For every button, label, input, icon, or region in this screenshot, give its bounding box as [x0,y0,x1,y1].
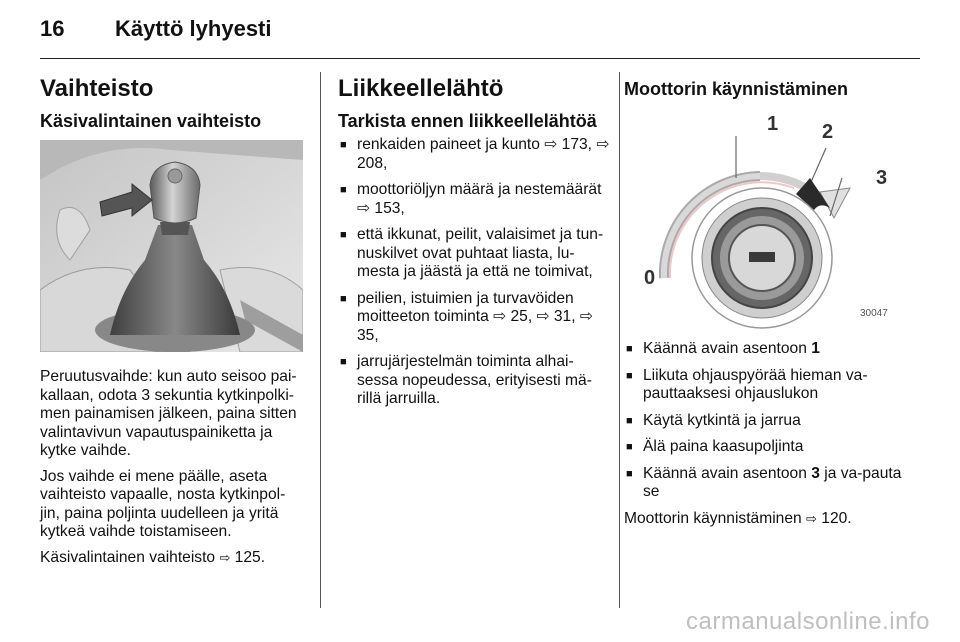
gear-engage-paragraph: Jos vaihde ei mene päälle, aseta vaihteisto vapaalle, nosta kytkinpol-jin, paina poljinta uudelleen ja yritä kytkeä vaihde toistamiseen. [40,467,286,540]
engine-start-ref: Moottorin käynnistäminen ⇨ 120. [624,509,852,527]
list-item: ■ Älä paina kaasupoljinta [626,438,804,455]
page-title: Käyttö lyhyesti [115,16,272,41]
figure-code: 30047 [860,308,888,319]
column-divider-2 [619,72,620,608]
ignition-label-2: 2 [822,121,834,143]
page-ref-arrow-icon: ⇨ [806,511,817,527]
list-item: ■ että ikkunat, peilit, valaisimet ja tun-nuskilvet ovat puhtaat liasta, lu-mesta ja jäästä ja että ne toimivat, [340,226,604,280]
ignition-label-1: 1 [767,113,779,135]
list-item: ■ moottoriöljyn määrä ja nestemäärät ⇨ 153, [340,181,602,217]
list-item: ■ Käytä kytkintä ja jarrua [626,411,801,429]
check-list [338,136,610,409]
page-ref-arrow-icon: ⇨ [219,550,231,566]
header-rule [40,58,920,59]
ignition-label-0: 0 [644,267,656,289]
ignition-switch-illustration [624,108,902,330]
column-engine-start [624,74,910,536]
column-divider-1 [320,72,321,608]
section-heading-driving-off: Liikkeellelähtö [338,75,504,102]
subheading-checks: Tarkista ennen liikkeellelähtöä [338,111,597,131]
column-driving-off [338,74,610,417]
page-number: 16 [40,16,65,41]
page-header [40,14,920,58]
manual-transmission-ref: Käsivalintainen vaihteisto ⇨ 125. [40,548,266,566]
list-item: ■ Käännä avain asentoon 3 ja va-pauta se [626,464,902,500]
list-item: ■ peilien, istuimien ja turvavöiden moitteeton toiminta ⇨ 25, ⇨ 31, ⇨ 35, [340,289,593,344]
list-item: ■ jarrujärjestelmän toiminta alhai-sessa nopeudessa, erityisesti mä-rillä jarruilla. [340,353,592,407]
reverse-gear-paragraph: Peruutusvaihde: kun auto seisoo pai-kallaan, odota 3 sekuntia kytkinpolki-men painamisen jälkeen, paina sitten valintavivun vapautuspainiketta ja kytke vaihde. [40,368,297,459]
ignition-label-3: 3 [876,167,888,189]
section-heading-transmission: Vaihteisto [40,75,154,102]
list-item: ■ Liikuta ohjauspyörää hieman va-pauttaaksesi ohjauslukon [626,366,868,402]
gear-shifter-illustration [40,140,303,352]
start-steps-list [624,340,910,502]
watermark: carmanualsonline.info [686,608,930,635]
subheading-manual-transmission: Käsivalintainen vaihteisto [40,111,262,131]
column-transmission [40,74,305,575]
list-item: ■ renkaiden paineet ja kunto ⇨ 173, ⇨ 208, [340,136,610,172]
list-item: ■ Käännä avain asentoon 1 [626,340,820,357]
subheading-engine-start: Moottorin käynnistäminen [624,79,849,99]
